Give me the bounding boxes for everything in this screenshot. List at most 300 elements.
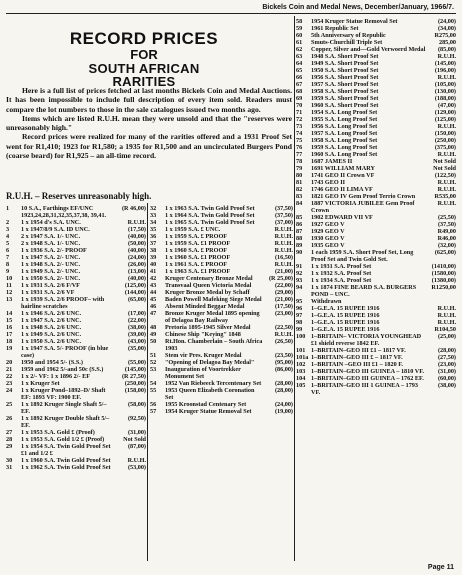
lot-price: R.U.H. (127, 219, 146, 226)
lot-row (296, 179, 456, 186)
page-number: Page 11 (427, 564, 454, 571)
intro-text (6, 86, 292, 160)
lot-description: 1 x 1950 S.A. 2/6 UNC. (21, 338, 82, 345)
lot-description: 1–G.E.A. 15 RUPEE 1916 (311, 312, 380, 319)
lot-price: (22,50) (274, 324, 293, 331)
lot-price: (86,00) (274, 366, 293, 373)
lot-row (296, 32, 456, 39)
lot-number: 39 (150, 254, 157, 261)
lot-description: 1959 S.A. Short Proof Set (311, 95, 379, 102)
lot-row (6, 387, 146, 401)
lot-row (296, 368, 456, 375)
lot-price: Not Sold (433, 165, 456, 172)
lot-row (296, 305, 456, 312)
lot-price: (28,00) (274, 380, 293, 387)
lot-price: Not Sold (433, 158, 456, 165)
lot-row (296, 172, 456, 179)
title-line-3: SOUTH AFRICAN RARITIES (88, 61, 200, 89)
lot-description: 1 x 1959 S.A. £ UNC. (165, 226, 221, 233)
column-divider-2 (294, 16, 295, 561)
lot-row (296, 95, 456, 102)
lot-price: (145,00) (434, 60, 456, 67)
intro-paragraph-1: Here is a full list of prices fetched at last months Bickels Coin and Medal Auctions. It has been impossible to include full description of every item sold. Readers must compare the lot numbers to those in the sale catalogues issued two months ago. (6, 86, 292, 114)
lot-number: 21 (6, 366, 13, 373)
lot-row (296, 312, 456, 319)
lot-description: 1954 Kruger Statue Removal Set (165, 408, 252, 415)
lot-description: 1 x 1934 S.A. Proof Set (311, 277, 372, 284)
running-header: Bickels Coin and Medal News, December/January, 1966/7. (262, 4, 454, 11)
lot-row (296, 102, 456, 109)
lot-number: 74 (296, 130, 303, 137)
lot-description: 1959 S.A. Long Proof Set (311, 144, 378, 151)
lot-number: 6 (6, 247, 10, 254)
lot-number: 42 (150, 275, 157, 282)
lot-row (150, 289, 293, 296)
lot-description: 1 x 1931 S.A. 2/6 F/VF (21, 282, 80, 289)
lot-description: 1 x 1963 S.A. £1 PROOF (165, 268, 231, 275)
lot-description: 1 x 1939 S.A. 2/6 PROOF– with hairline scratches (21, 296, 105, 310)
lot-number: 76 (296, 144, 303, 151)
lot-description: 1929 GEO V (311, 228, 345, 235)
lot-number: 17 (6, 331, 13, 338)
lot-number: 101a (296, 354, 309, 361)
lot-description: Kruger Centenary Bronze Medal (165, 275, 253, 282)
lot-row (6, 296, 146, 310)
lot-number: 2 (6, 219, 10, 226)
lot-description: Rt.Hon. Chamberlain – South Africa 1903 (165, 338, 263, 352)
lot-row (6, 254, 146, 261)
lot-number: 27 (6, 429, 13, 436)
lot-number: 22 (6, 373, 13, 380)
lot-description: 1 x 1950 S.A. 2/- UNC. (21, 275, 81, 282)
lot-description: 1 x 1892 Kruger Single Shaft 5/– EF. (21, 401, 107, 415)
lot-number: 69 (296, 95, 303, 102)
lot-description: Copper, Silver and—Gold Verwoerd Medal (311, 46, 426, 53)
lot-number: 75 (296, 137, 303, 144)
lot-description: 1 x 1932 S.A. Proof Set (311, 270, 372, 277)
lot-description: 1 x 1948 S.A. 2/- UNC. (21, 261, 81, 268)
lot-price: R46,00 (437, 235, 456, 242)
lot-row (296, 382, 456, 396)
lot-row (6, 310, 146, 317)
lot-price: (34,00) (437, 25, 456, 32)
lot-number: 78 (296, 158, 303, 165)
lot-number: 87 (296, 228, 303, 235)
lot-row (296, 242, 456, 249)
lot-price: (105,00) (434, 81, 456, 88)
lot-description: 1746 GEO II LIMA VF (311, 186, 373, 193)
lot-row (6, 415, 146, 429)
lot-number: 94 (296, 284, 303, 291)
lot-row (6, 366, 146, 373)
lot-description: 1955 S.A. Long Proof Set (311, 116, 378, 123)
lot-number: 16 (6, 324, 13, 331)
lot-number: 104 (296, 375, 306, 382)
lot-price: (158,00) (124, 387, 146, 394)
lot-price: R.U.H. (437, 200, 456, 207)
lot-row (150, 303, 293, 310)
lot-price: (150,00) (434, 130, 456, 137)
lot-number: 61 (296, 39, 303, 46)
article-title (64, 30, 224, 88)
lot-price: (37,50) (437, 221, 456, 228)
lot-price: (32,00) (437, 242, 456, 249)
lot-row (296, 137, 456, 144)
lot-number: 100 (296, 333, 306, 340)
lot-price: R535,00 (434, 193, 456, 200)
lot-row (296, 354, 456, 361)
lot-row (6, 219, 146, 226)
lot-price: (21,00) (274, 268, 293, 275)
lot-number: 19 (6, 345, 13, 352)
lot-number: 49 (150, 331, 157, 338)
lot-description: Transvaal Queen Victoria Medal (165, 282, 252, 289)
lot-row (296, 235, 456, 242)
lot-price: (17,50) (274, 303, 293, 310)
lot-description: Baden Powell Mafeking Siege Medal (165, 296, 262, 303)
lot-row (150, 226, 293, 233)
lot-row (296, 333, 456, 347)
lot-price: R.U.H. (437, 151, 456, 158)
lot-price: R49,00 (437, 228, 456, 235)
lot-price: R.U.H. (274, 233, 293, 240)
lot-price: (1410,00) (431, 263, 456, 270)
lot-description: Smuts-Churchill Triple Set (311, 39, 383, 46)
lot-description: 1 x 1953 S.A. Gold £ (Proof) (21, 429, 95, 436)
lot-row (150, 212, 293, 219)
lot-price: (37,50) (274, 205, 293, 212)
lot-number: 98 (296, 319, 303, 326)
lot-description: 1949 S.A. Short Proof Set (311, 60, 379, 67)
lot-description: "Opening of Delagoa Bay Medal" (165, 359, 255, 366)
lot-description: 1 x 1954 d's S.A. UNC. (21, 219, 81, 226)
lot-description: 1 x 1960 S.A. Twin Gold Proof Set (21, 457, 111, 464)
lot-row (150, 254, 293, 261)
lot-description: 1950 S.A. Short Proof Set (311, 67, 379, 74)
lot-row (6, 359, 146, 366)
lot-description: 1 x 1963 S.A. Twin Gold Proof Set (165, 205, 255, 212)
lot-price: R.U.H. (437, 312, 456, 319)
lot-price: (13,00) (127, 268, 146, 275)
lot-row (296, 221, 456, 228)
lot-description: 1 x 1960 S.A. £1 PROOF (165, 254, 231, 261)
lot-number: 73 (296, 123, 303, 130)
lot-row (296, 53, 456, 60)
lot-price: (24,00) (127, 254, 146, 261)
lot-number: 1 (6, 205, 10, 212)
lot-row (296, 67, 456, 74)
lot-description: 1927 GEO V (311, 221, 345, 228)
lot-number: 20 (6, 359, 13, 366)
lot-row (296, 347, 456, 354)
lot-number: 26 (6, 415, 13, 422)
lot-number: 57 (150, 408, 157, 415)
lot-number: 80 (296, 172, 303, 179)
legend-key: R.U.H. – Reserves unreasonably high. (6, 191, 152, 201)
lot-price: (50,00) (127, 240, 146, 247)
lot-column-1 (6, 205, 146, 471)
lot-price: (23,00) (274, 310, 293, 317)
lot-description: 1902 EDWARD VII VF (311, 214, 373, 221)
lot-description: Bronze Kruger Medal 1895 opening of Delagoa Bay Railway (165, 310, 260, 324)
lot-price: (22,00) (274, 282, 293, 289)
lot-number: 97 (296, 312, 303, 319)
lot-number: 46 (150, 303, 157, 310)
lot-description: 1 x 1947 S.A. 5/- PROOF (in blue case) (21, 345, 109, 359)
lot-price: (43,00) (127, 338, 146, 345)
lot-row (296, 228, 456, 235)
lot-description: 1958 S.A. Long Proof Set (311, 137, 378, 144)
lot-number: 38 (150, 247, 157, 254)
lot-description: 1950 and 1954 5/- (S.S.) (21, 359, 83, 366)
lot-row (296, 186, 456, 193)
lot-row (6, 373, 146, 380)
lot-row (6, 317, 146, 324)
lot-price: (28,00) (274, 387, 293, 394)
lot-price: (38,00) (437, 382, 456, 389)
lot-price: (37,50) (274, 212, 293, 219)
lot-row (6, 247, 146, 254)
lot-description: 1–BRITAIN– VICTORIA YOUNGHEAD £1 shield reverse 1842 EF. (311, 333, 422, 347)
lot-description: 1–G.E.A. 15 RUPEE 1916 (311, 326, 380, 333)
lot-price: R.U.H. (274, 261, 293, 268)
lot-description: 1958 S.A. Short Proof Set (311, 88, 379, 95)
lot-number: 72 (296, 116, 303, 123)
lot-row (6, 282, 146, 289)
lot-row (150, 261, 293, 268)
lot-number: 47 (150, 310, 157, 317)
lot-price: (35,00) (127, 345, 146, 352)
lot-row (150, 296, 293, 303)
lot-row (150, 401, 293, 408)
lot-number: 12 (6, 289, 13, 296)
lot-price: (19,00) (274, 408, 293, 415)
lot-price: (1580,00) (431, 270, 456, 277)
lot-number: 11 (6, 282, 12, 289)
lot-price: (145,00) (124, 366, 146, 373)
lot-number: 23 (6, 380, 13, 387)
lot-price: (31,00) (127, 429, 146, 436)
lot-column-2 (150, 205, 293, 415)
lot-row (296, 298, 456, 305)
lot-row (296, 214, 456, 221)
lot-price: (60,00) (437, 375, 456, 382)
lot-description: 1691 WILLIAM MARY (311, 165, 375, 172)
lot-number: 96 (296, 305, 303, 312)
lot-description: 1 x 1961 S.A. £ PROOF (165, 261, 228, 268)
lot-description: 1 x Kruger Set (21, 380, 60, 387)
lot-row (6, 429, 146, 436)
lot-price: (23,00) (437, 361, 456, 368)
lot-row (6, 331, 146, 338)
lot-description: 1 x 1949 S.A. 2/- UNC. (21, 268, 81, 275)
lot-row (6, 338, 146, 345)
lot-price: 285,00 (438, 39, 456, 46)
lot-description: 1 x 1954 S.A. Twin Gold Proof Set £1 and 1/2 £ (21, 443, 111, 457)
lot-row (6, 233, 146, 240)
lot-row (6, 345, 146, 359)
lot-description: 1961 Republic Set (311, 25, 359, 32)
header-rule (6, 13, 456, 14)
lot-price: (R 46,00) (121, 205, 146, 212)
lot-description: 1–BRITAIN –GEO III £1 – 1820 F. (311, 361, 403, 368)
lot-description: 1–G.E.A. 15 RUPEE 1916 (311, 319, 380, 326)
lot-number: 3 (6, 226, 10, 233)
lot-row (296, 46, 456, 53)
lot-number: 25 (6, 401, 13, 408)
lot-description: 1957 S.A. Long Proof Set (311, 130, 378, 137)
lot-description: 1935 GEO V (311, 242, 345, 249)
lot-row (6, 464, 146, 471)
lot-number: 52 (150, 359, 157, 366)
lot-price: R1250,00 (431, 284, 456, 291)
lot-price: (55,00) (127, 359, 146, 366)
lot-row (296, 277, 456, 284)
lot-description: 1 x 1965 S.A. Twin Gold Proof Set (165, 219, 255, 226)
lot-number: 43 (150, 282, 157, 289)
lot-number: 103 (296, 368, 306, 375)
lot-row (6, 457, 146, 464)
lot-price: (92,50) (127, 415, 146, 422)
lot-price: (53,00) (127, 464, 146, 471)
lot-row (150, 324, 293, 331)
lot-description: 1952 Van Riebeeck Tercentenary Set (165, 380, 262, 387)
lot-number: 18 (6, 338, 13, 345)
lot-number: 13 (6, 296, 13, 303)
lot-row (6, 240, 146, 247)
lot-description: Absent Minded Beggar Medal (165, 303, 245, 310)
lot-description: 2 x 1947 S.A. 1/- UNC. (21, 233, 81, 240)
lot-row (296, 193, 456, 200)
lot-row (6, 380, 146, 387)
title-line-2: FOR (130, 47, 158, 62)
lot-price: (26,50) (274, 338, 293, 345)
lot-description: 1–BRITAIN–GEO III 1 GUINEA – 1793 VF. (311, 382, 418, 396)
lot-description: 1 x 2/- VF: 1 x 1896 2/- EF (21, 373, 90, 380)
lot-number: 15 (6, 317, 13, 324)
lot-number: 86 (296, 221, 303, 228)
lot-description: Kruger Bronze Medal by Schaff (165, 289, 250, 296)
lot-row (296, 158, 456, 165)
lot-number: 102 (296, 361, 306, 368)
lot-price: (625,00) (434, 249, 456, 256)
lot-row (150, 331, 293, 338)
lot-number: 51 (150, 352, 157, 359)
lot-row (150, 268, 293, 275)
lot-description: 10 S.A., Farthings EF/UNC 1923,24,28,31,32,35,37,38, 39,41. (21, 205, 107, 219)
lot-number: 54 (150, 380, 157, 387)
lot-number: 59 (296, 25, 303, 32)
lot-price: R.U.H. (274, 331, 293, 338)
lot-price: (38,00) (127, 324, 146, 331)
lot-price: (37,00) (274, 219, 293, 226)
lot-description: 1930 GEO V (311, 235, 345, 242)
lot-row (296, 123, 456, 130)
lot-row (6, 324, 146, 331)
lot-row (150, 275, 293, 282)
lot-row (6, 226, 146, 233)
lot-number: 44 (150, 289, 157, 296)
lot-row (296, 109, 456, 116)
lot-price: R275,00 (434, 32, 456, 39)
lot-description: 1 x 1964 S.A. Twin Gold Proof Set (165, 212, 255, 219)
lot-number: 53 (150, 366, 157, 373)
lot-number: 79 (296, 165, 303, 172)
lot-row (296, 319, 456, 326)
lot-description: 1–BRITAIN–GEO III £ – 1817 VF. (311, 354, 403, 361)
lot-row (296, 263, 456, 270)
lot-number: 84 (296, 200, 303, 207)
lot-number: 24 (6, 387, 13, 394)
lot-row (296, 74, 456, 81)
lot-row (296, 361, 456, 368)
lot-price: (188,00) (434, 95, 456, 102)
lot-row (150, 387, 293, 401)
lot-row (150, 240, 293, 247)
lot-price: R.U.H. (437, 186, 456, 193)
lot-description: 1 x 1947/8/9 S.A. ID UNC. (21, 226, 90, 233)
lot-number: 4 (6, 233, 10, 240)
lot-description: 1 x 1948 S.A. 2/6 UNC. (21, 324, 82, 331)
lot-description: Pretoria 1895-1945 Silver Medal (165, 324, 251, 331)
lot-row (150, 366, 293, 380)
lot-number: 55 (150, 387, 157, 394)
lot-number: 7 (6, 254, 10, 261)
title-line-1: RECORD PRICES (69, 29, 219, 48)
lot-row (150, 247, 293, 254)
lot-number: 50 (150, 338, 157, 345)
lot-price: R.U.H. (127, 457, 146, 464)
lot-price: (47,00) (437, 102, 456, 109)
lot-row (296, 81, 456, 88)
lot-number: 56 (150, 401, 157, 408)
lot-number: 90 (296, 249, 303, 256)
lot-number: 32 (150, 205, 157, 212)
lot-description: Withdrawn (311, 298, 342, 305)
lot-price: R.U.H. (437, 123, 456, 130)
lot-price: (196,00) (434, 67, 456, 74)
lot-number: 5 (6, 240, 10, 247)
lot-row (296, 284, 456, 298)
lot-price: (25,00) (437, 333, 456, 340)
lot-number: 83 (296, 193, 303, 200)
lot-description: 1 each 1959 S.A. Short Proof Set, Long Proof Set and Twin Gold Set. (311, 249, 414, 263)
lot-description: 1741 GEO II Crown VF (311, 172, 375, 179)
lot-number: 82 (296, 186, 303, 193)
lot-price: (130,00) (434, 88, 456, 95)
lot-description: 1959 and 1962 5/-and 50c (S.S.) (21, 366, 104, 373)
lot-price: R.U.H. (274, 240, 293, 247)
lot-number: 64 (296, 60, 303, 67)
lot-price: R104,50 (434, 326, 456, 333)
lot-row (6, 268, 146, 275)
lot-description: 1743 GEO II (311, 179, 346, 186)
lot-description: 1821 GEO IV Gem Proof Terrio Crown (311, 193, 416, 200)
lot-price: (39,00) (127, 331, 146, 338)
lot-description: 1 x 1946 S.A. 2/6 UNC. (21, 310, 82, 317)
lot-description: 1 x 1962 S.A. Twin Gold Proof Set (21, 464, 111, 471)
lot-row (150, 233, 293, 240)
lot-number: 77 (296, 151, 303, 158)
lot-row (150, 338, 293, 352)
lot-description: 1687 JAMES II (311, 158, 353, 165)
lot-description: 1 x 1936 S.A. 2/- PROOF (21, 247, 87, 254)
lot-number: 95 (296, 298, 303, 305)
lot-description: 1 x 1959 S.A. £ PROOF (165, 233, 228, 240)
lot-number: 92 (296, 270, 303, 277)
lot-description: 1960 S.A. Short Proof Set (311, 102, 379, 109)
lot-row (150, 359, 293, 366)
